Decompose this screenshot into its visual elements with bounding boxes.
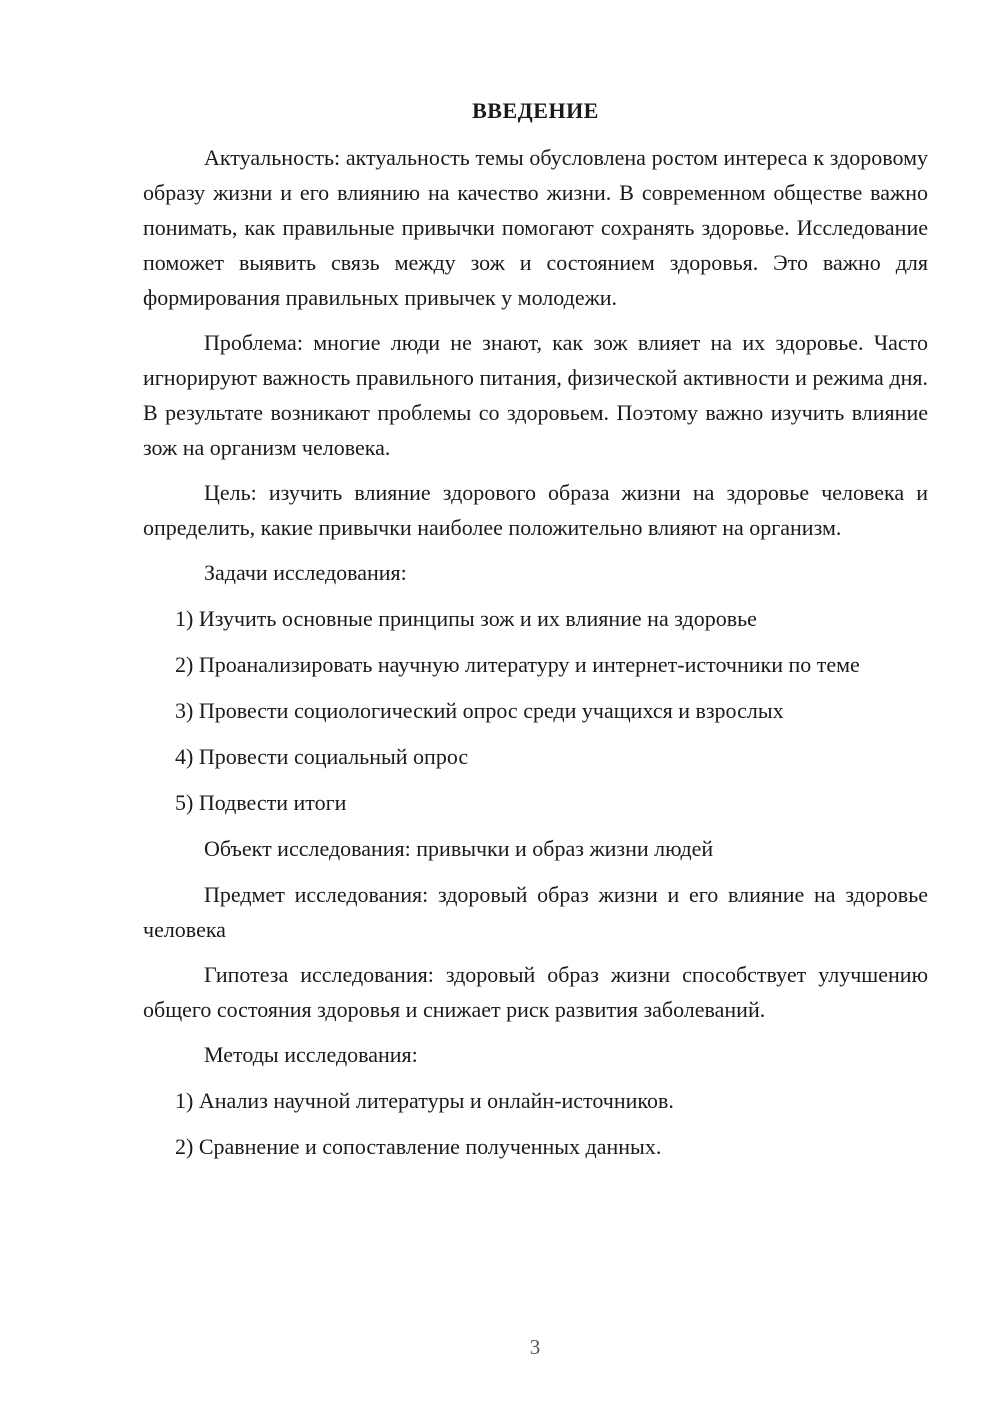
page-content <box>143 96 928 1175</box>
method-item-1: 1) Анализ научной литературы и онлайн-источников. <box>175 1088 674 1113</box>
task-item-4: 4) Провести социальный опрос <box>175 744 469 769</box>
page-number: 3 <box>529 1335 541 1359</box>
task-item-5: 5) Подвести итоги <box>175 790 347 815</box>
method-item-2: 2) Сравнение и сопоставление полученных данных. <box>175 1134 662 1159</box>
methods-heading: Методы исследования: <box>204 1042 418 1067</box>
task-item-1: 1) Изучить основные принципы зож и их влияние на здоровье <box>175 606 757 631</box>
relevance-paragraph: Актуальность: актуальность темы обусловлена ростом интереса к здоровому образу жизни и его влиянию на качество жизни. В современном обществе важно понимать, как правильные привычки помогают сохранять здоровье. Исследование поможет выявить связь между зож и состоянием здоровья. Это важно для формирования правильных привычек у молодежи. <box>143 145 928 310</box>
subject-paragraph: Предмет исследования: здоровый образ жизни и его влияние на здоровье человека <box>143 882 928 942</box>
page-title: ВВЕДЕНИЕ <box>472 98 599 123</box>
tasks-heading: Задачи исследования: <box>204 560 407 585</box>
goal-paragraph: Цель: изучить влияние здорового образа жизни на здоровье человека и определить, какие привычки наиболее положительно влияют на организм. <box>143 480 928 540</box>
object-paragraph: Объект исследования: привычки и образ жизни людей <box>204 836 714 861</box>
task-item-3: 3) Провести социологический опрос среди учащихся и взрослых <box>175 698 784 723</box>
problem-paragraph: Проблема: многие люди не знают, как зож влияет на их здоровье. Часто игнорируют важность правильного питания, физической активности и режима дня. В результате возникают проблемы со здоровьем. Поэтому важно изучить влияние зож на организм человека. <box>143 330 928 460</box>
hypothesis-paragraph: Гипотеза исследования: здоровый образ жизни способствует улучшению общего состояния здоровья и снижает риск развития заболеваний. <box>143 962 928 1022</box>
task-item-2: 2) Проанализировать научную литературу и интернет-источники по теме <box>175 652 860 677</box>
